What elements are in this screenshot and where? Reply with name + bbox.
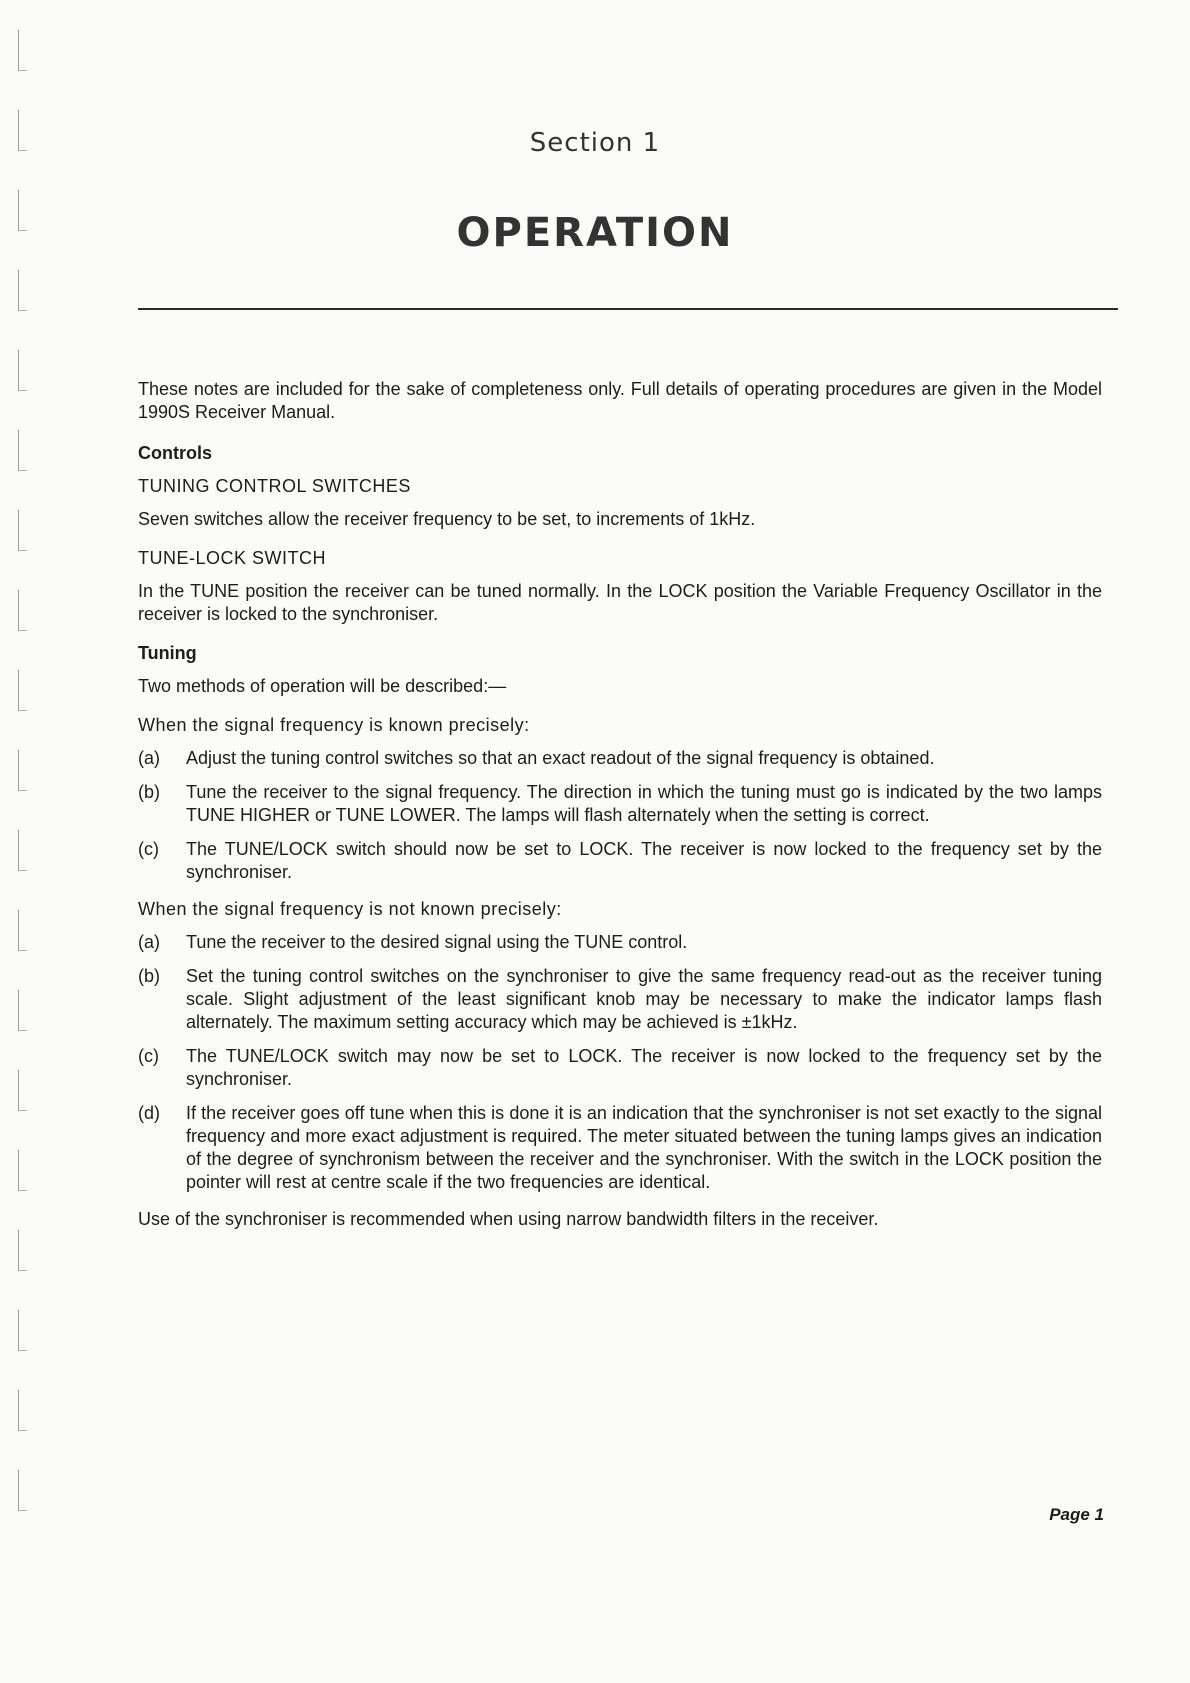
closing-paragraph: Use of the synchroniser is recommended when using narrow bandwidth filters in the receiver. [138,1209,879,1229]
list-item [138,1045,1102,1091]
list-text: Tune the receiver to the desired signal using the TUNE control. [186,932,688,952]
list-text: If the receiver goes off tune when this is done it is an indication that the synchroniser is not set exactly to the signal frequency and more exact adjustment is required. The meter situated between the tuning lamps gives an indication of the degree of synchronism between the receiver and the synchroniser. With the switch in the LOCK position the pointer will rest at centre scale if the two frequencies are identical. [186,1103,1102,1192]
list-item [138,1102,1102,1194]
known-frequency-steps [138,747,1102,884]
tune-lock-heading: TUNE-LOCK SWITCH [138,548,326,568]
list-marker: (c) [138,1046,159,1066]
tuning-switches-heading: TUNING CONTROL SWITCHES [138,476,411,496]
tuning-switches-text: Seven switches allow the receiver frequency to be set, to increments of 1kHz. [138,509,756,529]
unknown-frequency-steps [138,931,1102,1194]
list-marker: (a) [138,932,160,952]
list-marker: (d) [138,1103,160,1123]
intro-paragraph: These notes are included for the sake of completeness only. Full details of operating procedures are given in the Model 1990S Receiver Manual. [138,379,1102,422]
tune-lock-text: In the TUNE position the receiver can be tuned normally. In the LOCK position the Variable Frequency Oscillator in the receiver is locked to the synchroniser. [138,581,1102,624]
page-number: Page 1 [1049,1505,1104,1524]
tuning-heading: Tuning [138,643,197,663]
list-text: Set the tuning control switches on the synchroniser to give the same frequency read-out as the receiver tuning scale. Slight adjustment of the least significant knob may be necessary to make the indicator lamps flash alternately. The maximum setting accuracy which may be achieved is ±1kHz. [186,966,1102,1032]
list-item [138,838,1102,884]
known-frequency-intro: When the signal frequency is known precisely: [138,715,530,735]
list-marker: (a) [138,748,160,768]
list-item [138,931,1102,954]
list-marker: (c) [138,839,159,859]
heading-divider [138,308,1118,310]
list-marker: (b) [138,966,160,986]
section-label: Section 1 [529,128,661,158]
list-text: Adjust the tuning control switches so that an exact readout of the signal frequency is obtained. [186,748,935,768]
unknown-frequency-intro: When the signal frequency is not known precisely: [138,899,562,919]
list-text: Tune the receiver to the signal frequency. The direction in which the tuning must go is indicated by the two lamps TUNE HIGHER or TUNE LOWER. The lamps will flash alternately when the setting is correct. [186,782,1102,825]
list-text: The TUNE/LOCK switch may now be set to LOCK. The receiver is now locked to the frequency set by the synchroniser. [186,1046,1102,1089]
methods-intro: Two methods of operation will be described:— [138,676,507,696]
list-text: The TUNE/LOCK switch should now be set to LOCK. The receiver is now locked to the frequency set by the synchroniser. [186,839,1102,882]
page-title: OPERATION [456,210,734,256]
list-item [138,747,1102,770]
controls-heading: Controls [138,443,212,463]
list-item [138,965,1102,1034]
document-body [138,378,1102,1247]
list-item [138,781,1102,827]
list-marker: (b) [138,782,160,802]
